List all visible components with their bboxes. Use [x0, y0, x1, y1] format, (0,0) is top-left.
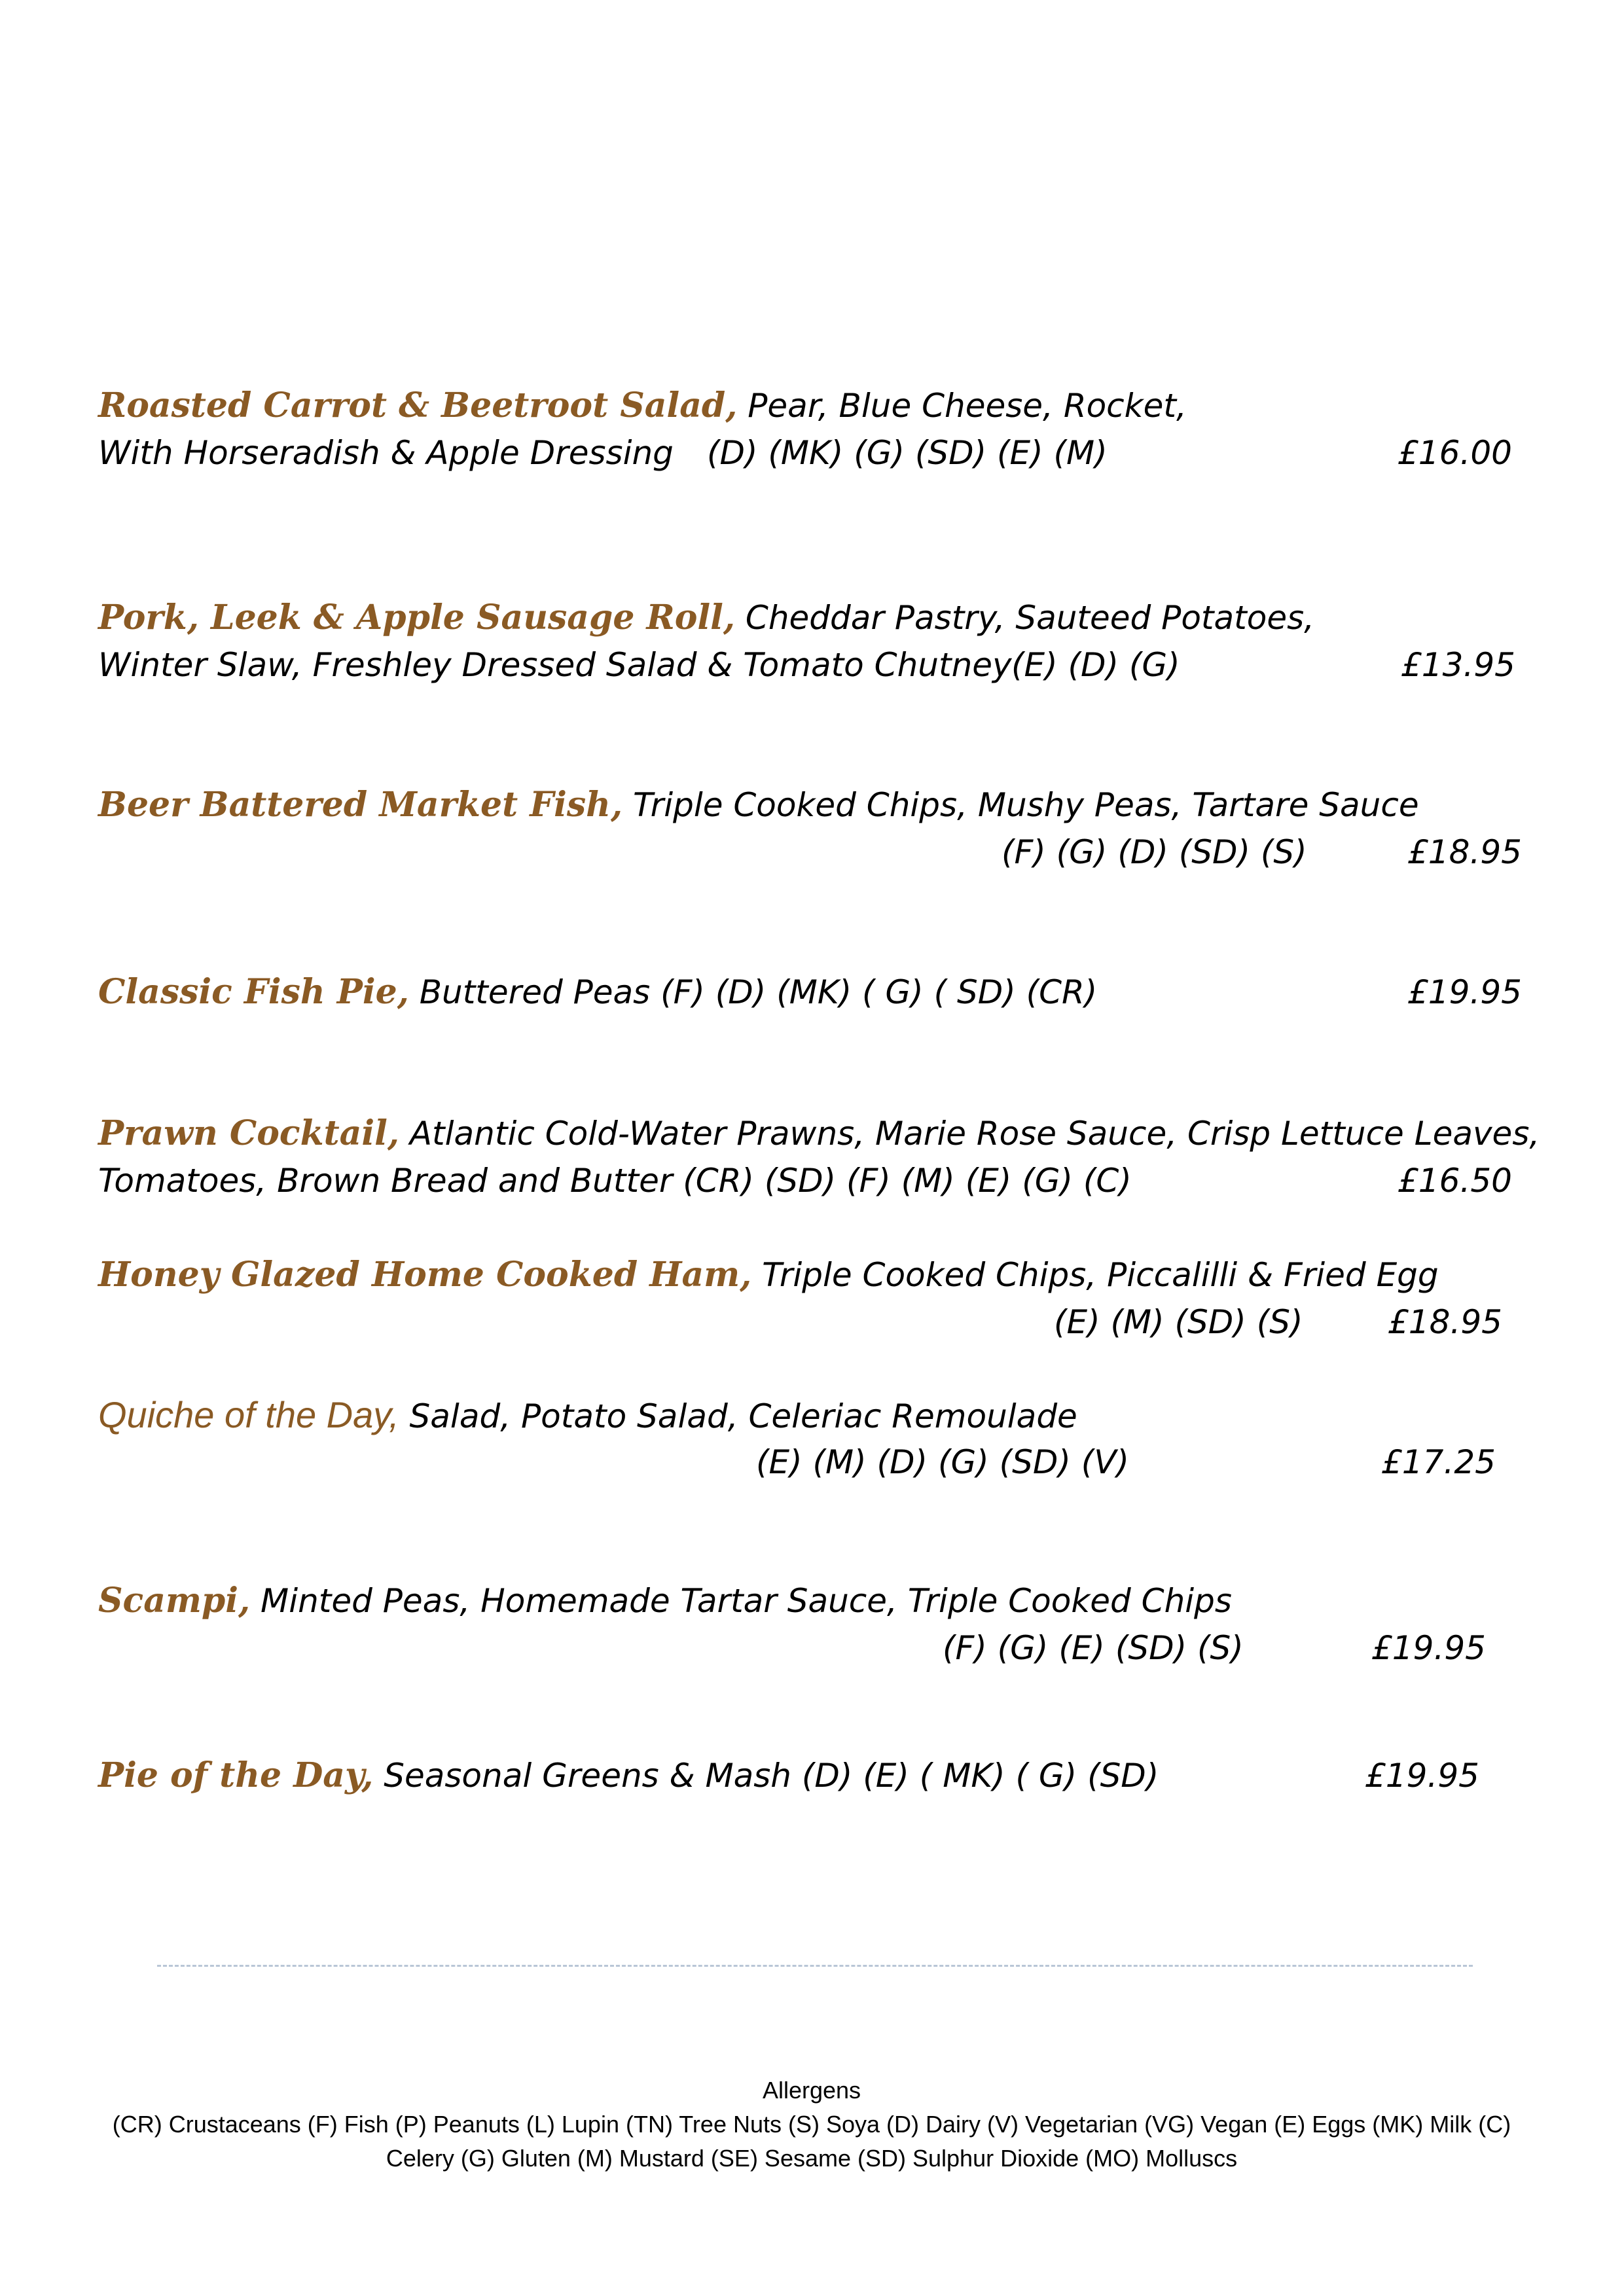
- dish-price: £18.95: [1407, 833, 1522, 871]
- menu-item-quiche: [98, 1391, 1525, 1486]
- dish-allergens: (E) (D) (G): [1011, 646, 1180, 684]
- dish-name: Pie of the Day,: [98, 1755, 374, 1795]
- dish-description: Pear, Blue Cheese, Rocket,: [737, 387, 1187, 425]
- dish-price: £19.95: [1371, 1629, 1486, 1667]
- dish-name: Scampi,: [98, 1581, 251, 1621]
- dish-price: £19.95: [1365, 1757, 1479, 1795]
- dish-price: £18.95: [1388, 1303, 1502, 1341]
- dish-allergens: (F) (G) (E) (SD) (S): [943, 1629, 1244, 1667]
- dish-description: Minted Peas, Homemade Tartar Sauce, Triple Cooked Chips: [250, 1582, 1232, 1620]
- dish-allergens: (D) (MK) (G) (SD) (E) (M): [707, 434, 1108, 472]
- menu-item-scampi: [98, 1577, 1525, 1672]
- dish-allergens: (F) (G) (D) (SD) (S): [1001, 833, 1307, 871]
- dish-description: Seasonal Greens & Mash (D) (E) ( MK) ( G) (SD): [373, 1757, 1159, 1795]
- menu-item-sausage-roll: [98, 594, 1525, 689]
- dish-allergens: (E) (M) (D) (G) (SD) (V): [756, 1443, 1129, 1481]
- dish-price: £19.95: [1407, 973, 1522, 1011]
- dish-description: Triple Cooked Chips, Piccalilli & Fried Egg: [751, 1256, 1439, 1294]
- dish-price: £17.25: [1381, 1443, 1496, 1481]
- menu-item-roasted-carrot-salad: [98, 382, 1525, 476]
- menu-item-ham: [98, 1251, 1525, 1346]
- menu-item-market-fish: [98, 781, 1525, 876]
- dish-description: Cheddar Pastry, Sauteed Potatoes,: [735, 599, 1315, 637]
- dish-description: With Horseradish & Apple Dressing: [98, 434, 674, 472]
- dish-name: Pork, Leek & Apple Sausage Roll,: [98, 598, 736, 637]
- menu-item-pie-of-the-day: [98, 1752, 1525, 1799]
- dish-price: £16.00: [1398, 434, 1512, 472]
- dish-description: Salad, Potato Salad, Celeriac Remoulade: [399, 1397, 1077, 1435]
- dish-price: £16.50: [1398, 1162, 1512, 1200]
- allergen-key-title: Allergens: [762, 2077, 861, 2104]
- dish-description: Atlantic Cold-Water Prawns, Marie Rose Sauce, Crisp Lettuce Leaves,: [399, 1115, 1540, 1153]
- allergen-key: [92, 2073, 1532, 2176]
- allergen-key-line: (CR) Crustaceans (F) Fish (P) Peanuts (L) Lupin (TN) Tree Nuts (S) Soya (D) Dairy (V) Vegetarian (VG) Vegan (E) Eggs (MK) Milk (C): [112, 2111, 1511, 2138]
- menu-item-prawn-cocktail: [98, 1110, 1540, 1204]
- section-divider: [157, 1965, 1473, 1967]
- dish-description: Triple Cooked Chips, Mushy Peas, Tartare Sauce: [623, 786, 1419, 824]
- dish-description: Buttered Peas (F) (D) (MK) ( G) ( SD) (CR): [408, 973, 1098, 1011]
- allergen-key-line: Celery (G) Gluten (M) Mustard (SE) Sesame (SD) Sulphur Dioxide (MO) Molluscs: [386, 2145, 1238, 2172]
- menu-item-fish-pie: [98, 969, 1525, 1016]
- dish-allergens: (E) (M) (SD) (S): [1054, 1303, 1303, 1341]
- dish-name: Classic Fish Pie,: [98, 972, 409, 1012]
- dish-name: Roasted Carrot & Beetroot Salad,: [98, 386, 738, 425]
- dish-description: Tomatoes, Brown Bread and Butter (CR) (SD) (F) (M) (E) (G) (C): [98, 1162, 1132, 1200]
- dish-name: Prawn Cocktail,: [98, 1113, 399, 1153]
- dish-price: £13.95: [1401, 646, 1515, 684]
- dish-name: Honey Glazed Home Cooked Ham,: [98, 1255, 752, 1295]
- dish-description: Winter Slaw, Freshley Dressed Salad & Tomato Chutney: [98, 646, 1012, 684]
- dish-name: Quiche of the Day,: [98, 1394, 399, 1435]
- dish-name: Beer Battered Market Fish,: [98, 785, 623, 825]
